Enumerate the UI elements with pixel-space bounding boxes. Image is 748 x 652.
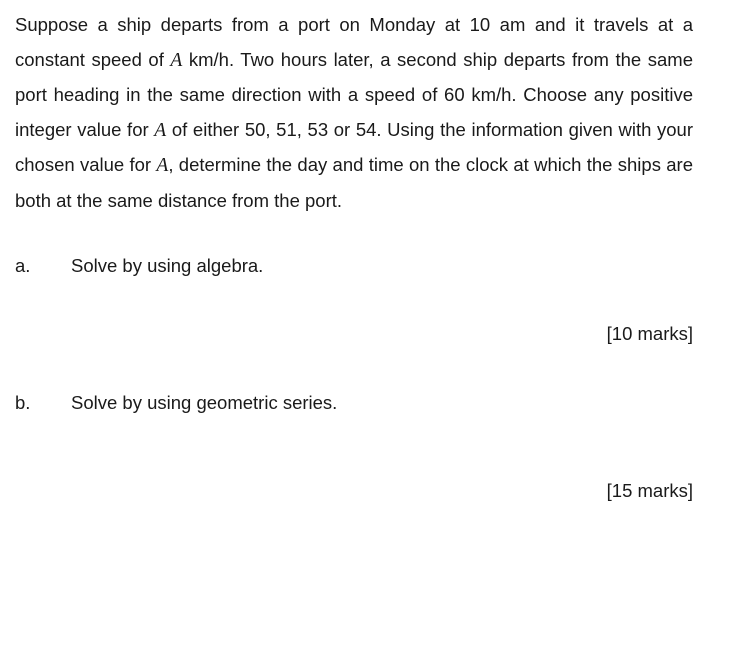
part-b-label: b. [15,392,31,413]
variable-a: A [156,155,169,176]
variable-a: A [154,119,167,141]
part-a-label: a. [15,255,31,276]
part-b-marks: [15 marks] [606,480,693,501]
problem-text-2: km/h. Two hours later, a second ship departs from the same port heading in the same direction with a speed of 60 km/h. Choose any positive integer value for [15,48,693,140]
variable-a: A [170,49,183,71]
problem-text-4: , determine the day and time on the clock at which the ships are both at the same distance from the port. [15,154,693,211]
part-a-question: Solve by using algebra. [71,255,264,276]
problem-text-1: Suppose a ship departs from a port on Monday at 10 am and it travels at a constant speed of [15,14,693,70]
problem-text-3: of either 50, 51, 53 or 54. Using the information given with your chosen value for [15,118,693,175]
problem-statement [15,8,693,218]
part-a-marks: [10 marks] [606,323,693,344]
part-b-question: Solve by using geometric series. [71,392,338,413]
